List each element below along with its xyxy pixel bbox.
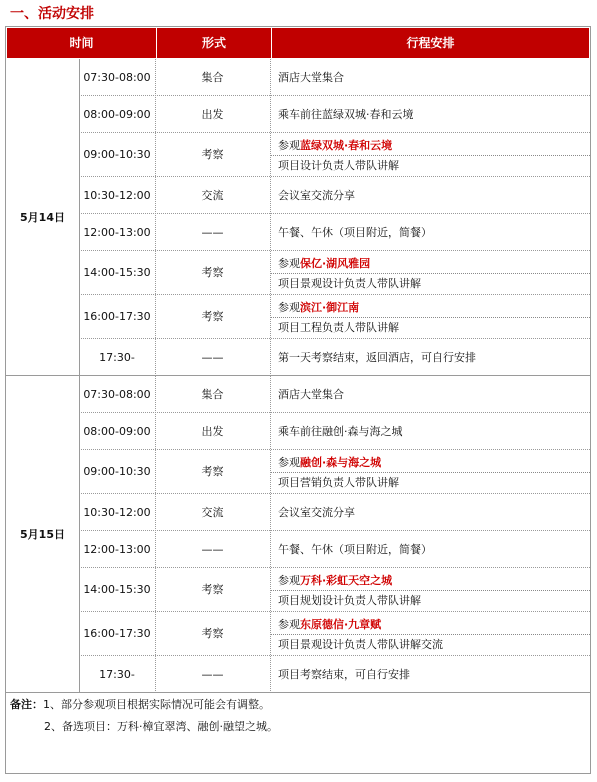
schedule-line xyxy=(270,136,590,156)
schedule-text: 酒店大堂集合 xyxy=(278,388,344,401)
form-cell: 出发 xyxy=(201,108,224,121)
note-item: 1、部分参观项目根据实际情况可能会有调整。 xyxy=(43,698,270,711)
form-cell: 考察 xyxy=(201,627,224,640)
time-cell: 16:00-17:30 xyxy=(83,310,151,323)
time-cell: 16:00-17:30 xyxy=(83,627,151,640)
note-item: 2、备选项目：万科·樟宜翠湾、融创·融望之城。 xyxy=(44,720,278,733)
column-divider xyxy=(155,59,156,376)
time-cell: 12:00-13:00 xyxy=(83,543,151,556)
schedule-cell xyxy=(270,339,590,376)
schedule-line xyxy=(278,318,590,337)
header-time: 时间 xyxy=(69,36,94,50)
schedule-cell xyxy=(270,656,590,693)
schedule-line xyxy=(278,473,590,492)
schedule-line xyxy=(270,298,590,318)
header-form: 形式 xyxy=(201,36,226,50)
time-cell: 09:00-10:30 xyxy=(83,465,151,478)
schedule-text: 会议室交流分享 xyxy=(278,506,355,519)
date-cell: 5月15日 xyxy=(20,528,65,541)
schedule-text: 酒店大堂集合 xyxy=(278,71,344,84)
project-name: 万科·彩虹天空之城 xyxy=(300,574,393,587)
form-cell: —— xyxy=(201,226,224,239)
schedule-line xyxy=(270,254,590,274)
schedule-line xyxy=(270,615,590,635)
schedule-line xyxy=(278,635,590,654)
column-divider xyxy=(155,376,156,693)
schedule-text: 午餐、午休（项目附近，简餐） xyxy=(278,226,432,239)
time-cell: 14:00-15:30 xyxy=(83,583,151,596)
schedule-line xyxy=(278,274,590,293)
schedule-cell xyxy=(270,413,590,450)
time-cell: 08:00-09:00 xyxy=(83,108,151,121)
schedule-text: 项目考察结束，可自行安排 xyxy=(278,668,410,681)
note-label: 备注： xyxy=(10,698,43,711)
note-line xyxy=(6,695,590,715)
visit-prefix: 参观 xyxy=(278,574,300,587)
form-cell: —— xyxy=(201,543,224,556)
project-name: 东原德信·九章赋 xyxy=(300,618,382,631)
schedule-line xyxy=(278,214,590,251)
schedule-text: 会议室交流分享 xyxy=(278,189,355,202)
schedule-cell xyxy=(270,568,590,612)
section-heading: 一、活动安排 xyxy=(10,6,94,22)
schedule-text: 乘车前往蓝绿双城·春和云境 xyxy=(278,108,414,121)
form-cell: 出发 xyxy=(201,425,224,438)
schedule-line xyxy=(278,494,590,531)
schedule-text: 午餐、午休（项目附近，简餐） xyxy=(278,543,432,556)
form-cell: 考察 xyxy=(201,266,224,279)
time-cell: 17:30- xyxy=(99,351,135,364)
form-cell: 考察 xyxy=(201,583,224,596)
schedule-text: 乘车前往融创·森与海之城 xyxy=(278,425,403,438)
time-cell: 10:30-12:00 xyxy=(83,189,151,202)
schedule-cell xyxy=(270,214,590,251)
form-cell: 交流 xyxy=(201,189,224,202)
time-cell: 08:00-09:00 xyxy=(83,425,151,438)
schedule-cell xyxy=(270,96,590,133)
form-cell: —— xyxy=(201,351,224,364)
schedule-cell xyxy=(270,612,590,656)
schedule-cell xyxy=(270,295,590,339)
schedule-cell xyxy=(270,531,590,568)
note-line xyxy=(6,717,590,737)
schedule-text: 项目景观设计负责人带队讲解交流 xyxy=(278,638,443,651)
form-cell: 集合 xyxy=(201,388,224,401)
project-name: 融创·森与海之城 xyxy=(300,456,382,469)
schedule-cell xyxy=(270,59,590,96)
date-cell: 5月14日 xyxy=(20,211,65,224)
schedule-line xyxy=(270,571,590,591)
time-cell: 14:00-15:30 xyxy=(83,266,151,279)
visit-prefix: 参观 xyxy=(278,139,300,152)
schedule-line xyxy=(278,59,590,96)
time-cell: 17:30- xyxy=(99,668,135,681)
form-cell: —— xyxy=(201,668,224,681)
visit-prefix: 参观 xyxy=(278,257,300,270)
time-cell: 07:30-08:00 xyxy=(83,71,151,84)
schedule-line xyxy=(278,591,590,610)
schedule-cell xyxy=(270,494,590,531)
visit-prefix: 参观 xyxy=(278,618,300,631)
schedule-cell xyxy=(270,450,590,494)
header-schedule: 行程安排 xyxy=(406,36,455,50)
visit-prefix: 参观 xyxy=(278,456,300,469)
form-cell: 集合 xyxy=(201,71,224,84)
schedule-cell xyxy=(270,251,590,295)
schedule-line xyxy=(278,96,590,133)
time-cell: 07:30-08:00 xyxy=(83,388,151,401)
time-cell: 12:00-13:00 xyxy=(83,226,151,239)
schedule-cell xyxy=(270,133,590,177)
column-divider xyxy=(270,59,271,376)
schedule-line xyxy=(278,177,590,214)
form-cell: 交流 xyxy=(201,506,224,519)
schedule-table xyxy=(5,26,591,774)
form-cell: 考察 xyxy=(201,310,224,323)
project-name: 蓝绿双城·春和云境 xyxy=(300,139,393,152)
table-header xyxy=(6,27,590,59)
project-name: 保亿·湖风雅园 xyxy=(300,257,371,270)
schedule-text: 第一天考察结束，返回酒店，可自行安排 xyxy=(278,351,476,364)
column-divider xyxy=(79,59,80,376)
time-cell: 09:00-10:30 xyxy=(83,148,151,161)
schedule-text: 项目规划设计负责人带队讲解 xyxy=(278,594,421,607)
form-cell: 考察 xyxy=(201,148,224,161)
schedule-line xyxy=(278,339,590,376)
schedule-line xyxy=(270,453,590,473)
schedule-cell xyxy=(270,376,590,413)
column-divider xyxy=(79,376,80,693)
schedule-line xyxy=(278,413,590,450)
form-cell: 考察 xyxy=(201,465,224,478)
schedule-text: 项目设计负责人带队讲解 xyxy=(278,159,399,172)
schedule-text: 项目景观设计负责人带队讲解 xyxy=(278,277,421,290)
day-divider xyxy=(6,692,590,693)
time-cell: 10:30-12:00 xyxy=(83,506,151,519)
column-divider xyxy=(270,376,271,693)
schedule-line xyxy=(278,531,590,568)
schedule-text: 项目营销负责人带队讲解 xyxy=(278,476,399,489)
visit-prefix: 参观 xyxy=(278,301,300,314)
schedule-text: 项目工程负责人带队讲解 xyxy=(278,321,399,334)
schedule-cell xyxy=(270,177,590,214)
schedule-line xyxy=(278,156,590,175)
schedule-line xyxy=(278,656,590,693)
schedule-line xyxy=(278,376,590,413)
project-name: 滨江·御江南 xyxy=(300,301,360,314)
